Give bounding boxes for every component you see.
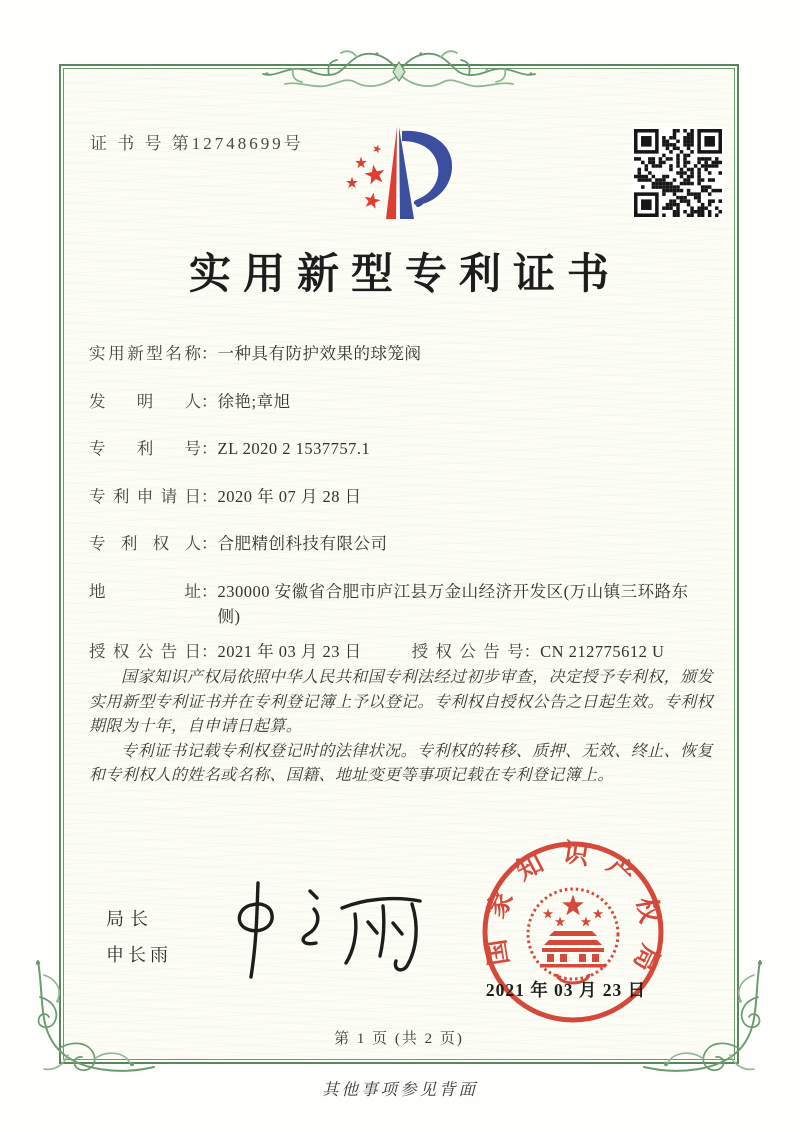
inventors: 徐艳;章旭 bbox=[217, 391, 291, 411]
svg-text:国家知识产权局 bbox=[479, 838, 668, 992]
page-number: 第 1 页 (共 2 页) bbox=[334, 1031, 464, 1047]
commissioner-name: 申长雨 bbox=[106, 945, 172, 965]
national-emblem bbox=[528, 889, 618, 983]
field-row: 专利号 ： ZL 2020 2 1537757.1 bbox=[89, 436, 711, 462]
address: 230000 安徽省合肥市庐江县万金山经济开发区(万山镇三环路东侧) bbox=[217, 581, 689, 626]
top-flourish-ornament bbox=[259, 46, 539, 92]
field-row: 授权公告日 ： 2021 年 03 月 23 日 授权公告号 ： CN 212775612 U bbox=[89, 639, 711, 665]
corner-flourish-ornament bbox=[28, 955, 160, 1087]
field-row: 专利申请日 ： 2020 年 07 月 28 日 bbox=[89, 484, 711, 510]
field-row: 实用新型名称 ： 一种具有防护效果的球笼阀 bbox=[89, 341, 711, 367]
field-label: 授权公告日 bbox=[89, 641, 201, 661]
field-label: 专利申请日 bbox=[89, 486, 201, 506]
legal-paragraph: 国家知识产权局依照中华人民共和国专利法经过初步审查，决定授予专利权，颁发实用新型专利证书并在专利登记簿上予以登记。专利权自授权公告之日起生效。专利权期限为十年，自申请日起算。 bbox=[89, 669, 713, 735]
field-row: 地址 ： 230000 安徽省合肥市庐江县万金山经济开发区(万山镇三环路东侧) bbox=[89, 579, 711, 629]
field-row: 专利权人 ： 合肥精创科技有限公司 bbox=[89, 531, 711, 557]
commissioner-title: 局长 bbox=[106, 909, 154, 929]
seal-text: 国家知识产权局 bbox=[478, 837, 668, 992]
official-red-seal bbox=[473, 832, 673, 1032]
seal-date: 2021 年 03 月 23 日 bbox=[485, 980, 647, 1000]
field-label: 专利号 bbox=[89, 439, 201, 458]
field-label: 授权公告号 bbox=[411, 641, 524, 661]
field-label: 发明人 bbox=[89, 391, 201, 411]
filing-date: 2020 年 07 月 28 日 bbox=[217, 486, 362, 506]
cnipa-patent-logo bbox=[336, 117, 464, 229]
certificate-number: 证 书 号 第12748699号 bbox=[90, 134, 304, 153]
see-back-note: 其他事项参见背面 bbox=[322, 1080, 478, 1099]
certificate-title: 实用新型专利证书 bbox=[188, 252, 621, 298]
grant-publication-date: 2021 年 03 月 23 日 bbox=[217, 641, 362, 661]
utility-model-name: 一种具有防护效果的球笼阀 bbox=[217, 344, 422, 363]
field-row: 发明人 ： 徐艳;章旭 bbox=[89, 389, 711, 415]
field-list bbox=[89, 341, 711, 686]
field-label: 专利权人 bbox=[89, 534, 201, 553]
patentee: 合肥精创科技有限公司 bbox=[217, 534, 388, 553]
field-label: 地址 bbox=[89, 581, 201, 601]
field-label: 实用新型名称 bbox=[89, 344, 201, 363]
qr-code bbox=[632, 127, 724, 219]
certificate-frame bbox=[63, 68, 735, 1060]
legal-text bbox=[89, 666, 713, 789]
patent-number: ZL 2020 2 1537757.1 bbox=[217, 439, 371, 458]
grant-publication-number: CN 212775612 U bbox=[540, 641, 665, 661]
legal-paragraph: 专利证书记载专利权登记时的法律状况。专利权的转移、质押、无效、终止、恢复和专利权人的姓名或名称、国籍、地址变更等事项记载在专利登记簿上。 bbox=[89, 742, 713, 784]
handwritten-signature bbox=[222, 877, 437, 987]
